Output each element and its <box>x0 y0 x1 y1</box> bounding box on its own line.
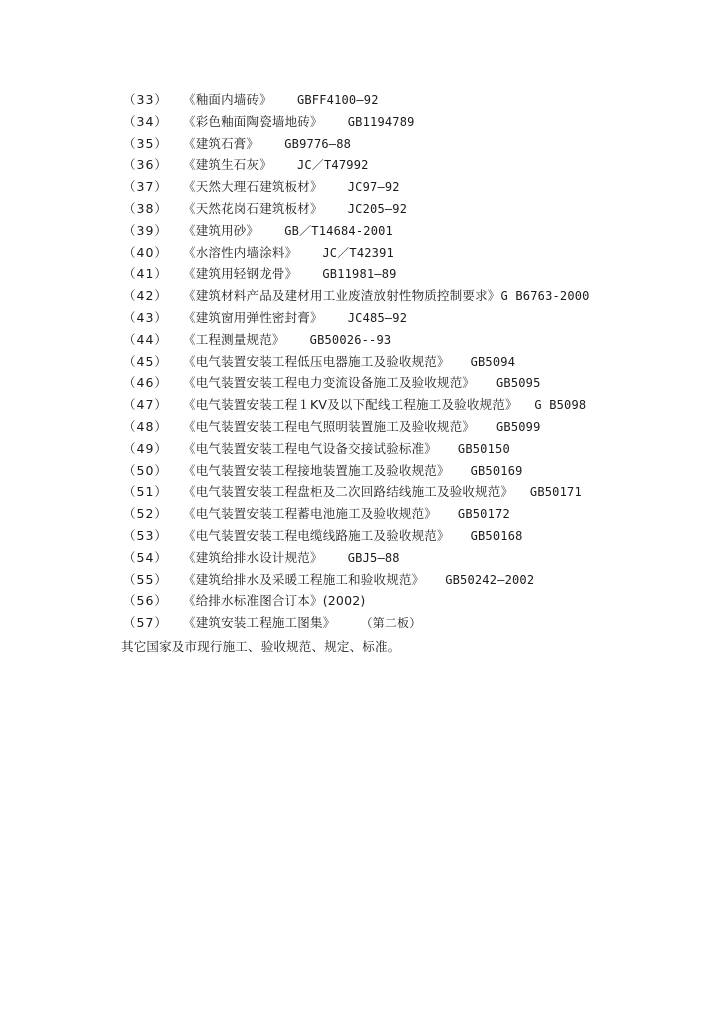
item-number: （50） <box>123 462 168 478</box>
item-number: （37） <box>123 179 168 195</box>
list-item <box>123 481 703 503</box>
item-number: （48） <box>123 418 168 434</box>
item-title: 《电气装置安装工程电气设备交接试验标准》 <box>183 440 438 456</box>
list-item <box>123 612 703 634</box>
item-code: GB1194789 <box>347 114 415 129</box>
item-code: GB11981—89 <box>322 267 397 282</box>
item-title: 《电气装置安装工程电缆线路施工及验收规范》 <box>183 527 450 543</box>
item-number: （57） <box>123 615 168 631</box>
item-title: 《建筑生石灰》 <box>183 157 272 173</box>
item-title: 《电气装置安装工程电力变流设备施工及验收规范》 <box>183 375 476 391</box>
list-item <box>123 590 703 612</box>
item-number: （45） <box>123 353 168 369</box>
list-item <box>123 460 703 482</box>
list-item <box>123 394 703 416</box>
item-code: GB50169 <box>470 463 523 478</box>
item-title: 《电气装置安装工程盘柜及二次回路结线施工及验收规范》 <box>183 484 514 500</box>
list-item <box>123 351 703 373</box>
item-number: （52） <box>123 506 168 522</box>
item-number: （53） <box>123 527 168 543</box>
item-code: GB5094 <box>470 354 516 369</box>
item-code: GB9776—88 <box>284 136 352 151</box>
item-number: （36） <box>123 157 168 173</box>
item-number: （56） <box>123 593 168 609</box>
item-title: 《建筑材料产品及建材用工业废渣放射性物质控制要求》 <box>183 288 501 304</box>
item-title: 《天然大理石建筑板材》 <box>183 179 323 195</box>
item-title: 《水溶性内墙涂料》 <box>183 244 298 260</box>
item-title: 《彩色釉面陶瓷墙地砖》 <box>183 113 323 129</box>
item-code: GB50168 <box>470 528 523 543</box>
item-number: （47） <box>123 397 168 413</box>
item-code: JC485—92 <box>347 310 408 325</box>
list-item <box>123 198 703 220</box>
item-title: 《建筑石膏》 <box>183 135 260 151</box>
list-item <box>123 307 703 329</box>
list-item <box>123 89 703 111</box>
list-item <box>123 242 703 264</box>
standards-list <box>123 89 703 634</box>
item-number: （54） <box>123 549 168 565</box>
item-title: 《建筑安装工程施工图集》 <box>183 615 336 631</box>
item-title: 《电气装置安装工程接地装置施工及验收规范》 <box>183 462 450 478</box>
item-code: GBJ5—88 <box>347 550 400 565</box>
item-number: （42） <box>123 288 168 304</box>
item-title: 《釉面内墙砖》 <box>183 92 272 107</box>
list-item <box>123 111 703 133</box>
item-number: （35） <box>123 135 168 151</box>
list-item <box>123 503 703 525</box>
item-number: （34） <box>123 113 168 129</box>
list-item <box>123 372 703 394</box>
item-number: （49） <box>123 440 168 456</box>
item-code: （第二板） <box>360 616 422 631</box>
item-code: JC／T42391 <box>322 245 394 260</box>
item-code: JC／T47992 <box>296 158 369 173</box>
item-code: JC205—92 <box>347 201 408 216</box>
list-item <box>123 133 703 155</box>
item-title: 《电气装置安装工程电气照明装置施工及验收规范》 <box>183 418 476 434</box>
item-title: 《工程测量规范》 <box>183 331 285 347</box>
item-number: （46） <box>123 375 168 391</box>
list-item <box>123 329 703 351</box>
item-code: GB5095 <box>495 376 541 391</box>
item-number: （38） <box>123 200 168 216</box>
item-code: GB／T14684-2001 <box>284 223 393 238</box>
list-item <box>123 547 703 569</box>
item-number: （41） <box>123 266 168 282</box>
list-item <box>123 416 703 438</box>
item-number: （39） <box>123 222 168 238</box>
item-title: 《电气装置安装工程１KV及以下配线工程施工及验收规范》 <box>183 397 518 413</box>
list-item <box>123 525 703 547</box>
list-item <box>123 154 703 176</box>
item-number: （55） <box>123 571 168 587</box>
item-code: GB50150 <box>457 441 510 456</box>
item-title: 《给排水标准图合订本》(2002) <box>183 593 366 609</box>
item-title: 《建筑给排水设计规范》 <box>183 549 323 565</box>
item-number: （51） <box>123 484 168 500</box>
item-title: 《建筑窗用弹性密封膏》 <box>183 309 323 325</box>
item-number: （43） <box>123 309 168 325</box>
list-item <box>123 438 703 460</box>
item-number: （44） <box>123 331 168 347</box>
item-code: G B6763-2000 <box>500 289 590 304</box>
item-number: （33） <box>123 92 168 107</box>
item-code: JC97—92 <box>347 180 400 195</box>
item-code: GB50026--93 <box>309 332 392 347</box>
item-code: GB50172 <box>457 507 510 522</box>
item-title: 《建筑用轻钢龙骨》 <box>183 266 298 282</box>
closing-paragraph: 其它国家及市现行施工、验收规范、规定、标准。 <box>121 639 401 654</box>
list-item <box>123 285 703 307</box>
item-title: 《天然花岗石建筑板材》 <box>183 200 323 216</box>
item-title: 《电气装置安装工程低压电器施工及验收规范》 <box>183 353 450 369</box>
list-item <box>123 176 703 198</box>
list-item <box>123 220 703 242</box>
item-number: （40） <box>123 244 168 260</box>
item-code: GB50171 <box>529 485 582 500</box>
item-code: GB5099 <box>495 419 541 434</box>
list-item <box>123 569 703 591</box>
item-title: 《建筑给排水及采暖工程施工和验收规范》 <box>183 571 425 587</box>
item-title: 《电气装置安装工程蓄电池施工及验收规范》 <box>183 506 438 522</box>
item-title: 《建筑用砂》 <box>183 222 260 238</box>
item-code: GB50242—2002 <box>445 572 535 587</box>
item-code: GBFF4100—92 <box>296 93 379 107</box>
list-item <box>123 263 703 285</box>
item-code: G B5098 <box>534 398 587 413</box>
